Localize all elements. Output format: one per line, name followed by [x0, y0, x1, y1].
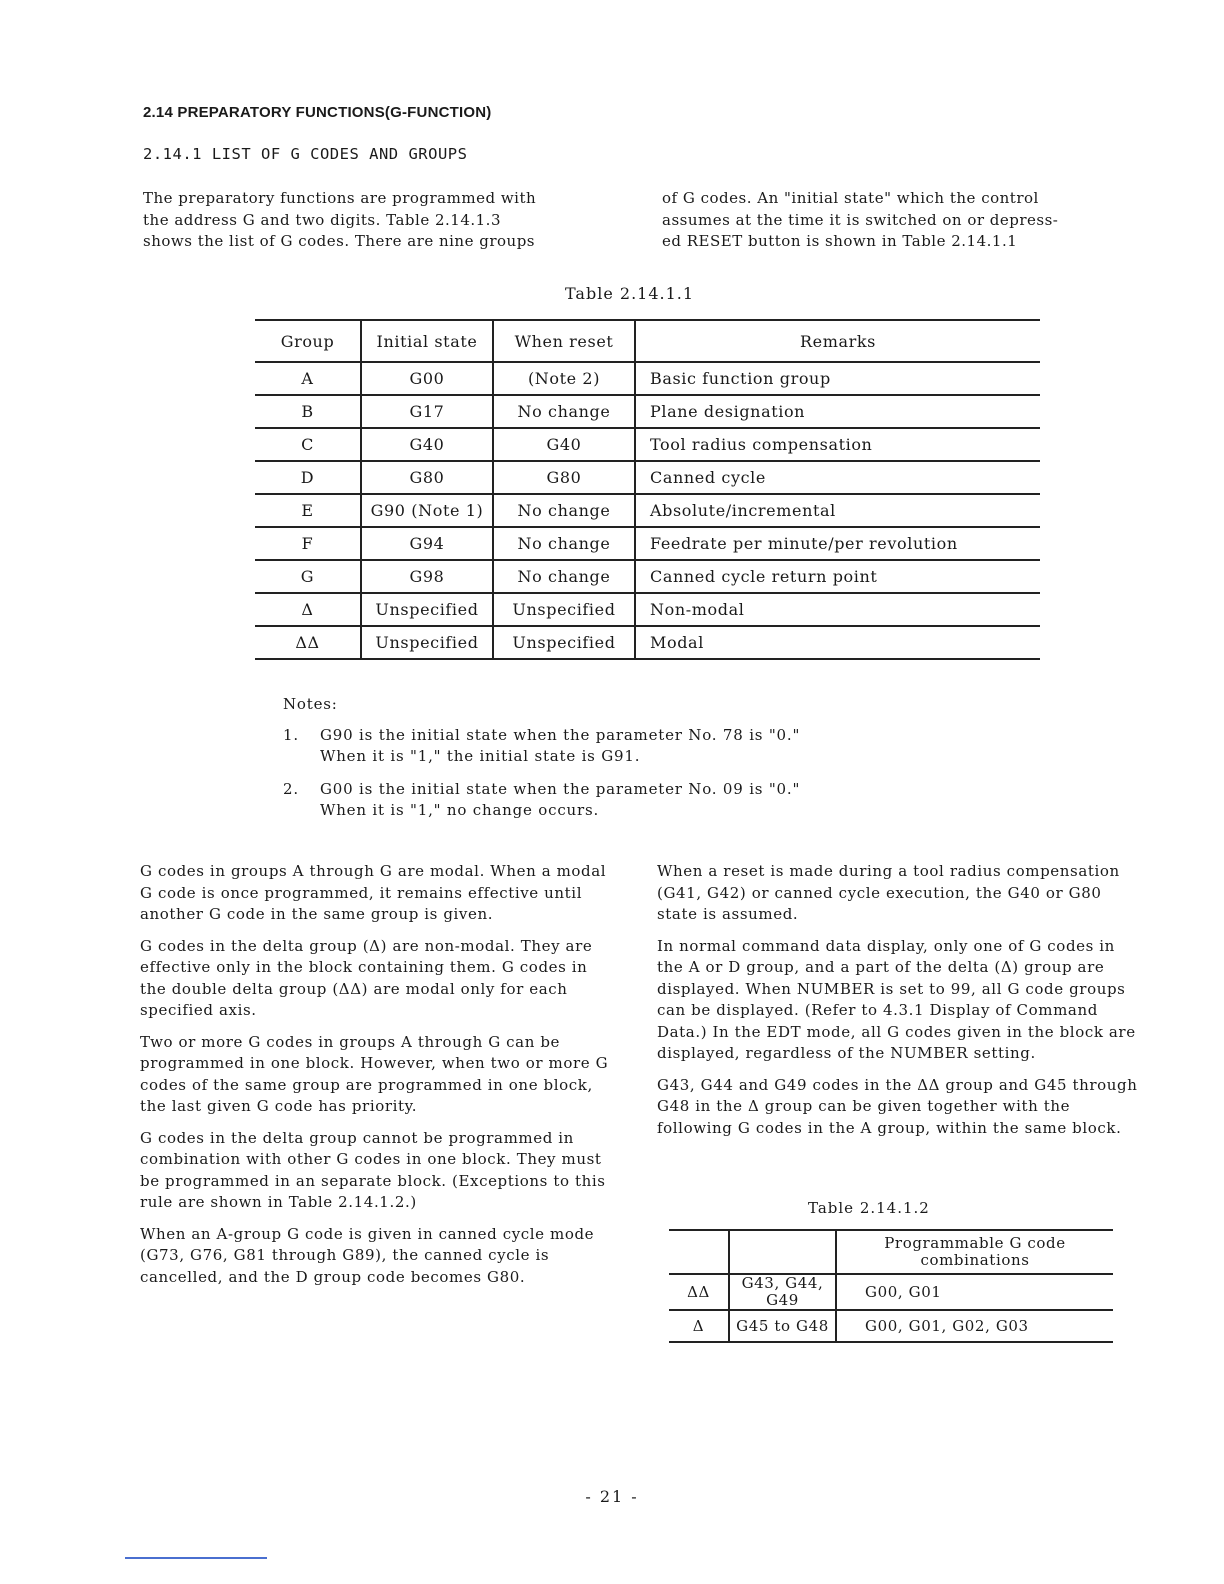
note-line: When it is "1," the initial state is G91.: [320, 747, 641, 765]
g-code-combinations-table: [669, 1229, 1113, 1343]
table-row: [669, 1274, 1113, 1310]
header-remarks: Remarks: [635, 320, 1040, 362]
page-number: - 21 -: [585, 1487, 639, 1506]
table-row: [255, 527, 1040, 560]
cell-initial: G90 (Note 1): [361, 494, 493, 527]
cell-reset: No change: [493, 395, 635, 428]
cell-reset: No change: [493, 527, 635, 560]
intro-right-line: of G codes. An "initial state" which the control: [662, 189, 1039, 207]
cell-reset: No change: [493, 494, 635, 527]
table-row: [255, 626, 1040, 659]
paragraph: G codes in groups A through G are modal. When a modal G code is once programmed, it remains effective until another G code in the same group is given.: [140, 862, 607, 923]
table2-caption: Table 2.14.1.2: [808, 1199, 930, 1217]
note-number: 2.: [283, 780, 299, 798]
header-initial-state: Initial state: [361, 320, 493, 362]
cell-remarks: Tool radius compensation: [635, 428, 1040, 461]
cell-combos: G00, G01: [836, 1274, 1113, 1310]
cell-reset: Unspecified: [493, 626, 635, 659]
header-group: Group: [255, 320, 361, 362]
cell-group: ΔΔ: [669, 1274, 729, 1310]
cell-group: E: [255, 494, 361, 527]
table-header-row: [669, 1230, 1113, 1274]
cell-group: ΔΔ: [255, 626, 361, 659]
paragraph: G codes in the delta group (Δ) are non-modal. They are effective only in the block containing them. G codes in the double delta group (ΔΔ) are modal only for each specified axis.: [140, 936, 593, 1019]
paragraph: In normal command data display, only one of G codes in the A or D group, and a part of the delta (Δ) group are displayed. When NUMBER is set to 99, all G code groups can be displayed. (Refer to 4.3.1 Display of Command Data.) In the EDT mode, all G codes given in the block are displayed, regardless of the NUMBER setting.: [657, 936, 1136, 1062]
cell-reset: G80: [493, 461, 635, 494]
cell-reset: G40: [493, 428, 635, 461]
notes-title: Notes:: [283, 695, 338, 713]
intro-right-line: ed RESET button is shown in Table 2.14.1.1: [662, 232, 1018, 250]
cell-codes: G43, G44, G49: [729, 1274, 836, 1310]
footer-rule: [125, 1557, 267, 1559]
intro-right: [662, 188, 1142, 253]
cell-initial: G17: [361, 395, 493, 428]
intro-right-line: assumes at the time it is switched on or depress-: [662, 210, 1059, 229]
cell-combos: G00, G01, G02, G03: [836, 1310, 1113, 1342]
paragraph: When an A-group G code is given in canned cycle mode (G73, G76, G81 through G89), the canned cycle is cancelled, and the D group code becomes G80.: [140, 1224, 595, 1286]
intro-left: [143, 188, 623, 253]
cell-group: G: [255, 560, 361, 593]
cell-initial: G94: [361, 527, 493, 560]
note-line: G90 is the initial state when the parameter No. 78 is "0.": [320, 726, 801, 744]
cell-codes: G45 to G48: [729, 1310, 836, 1342]
cell-group: Δ: [255, 593, 361, 626]
table-header-row: [255, 320, 1040, 362]
cell-remarks: Canned cycle return point: [635, 560, 1040, 593]
cell-initial: G80: [361, 461, 493, 494]
cell-group: Δ: [669, 1310, 729, 1342]
cell-remarks: Absolute/incremental: [635, 494, 1040, 527]
cell-initial: G40: [361, 428, 493, 461]
g-code-groups-table: [255, 319, 1040, 660]
header-empty: [669, 1230, 729, 1274]
note-line: When it is "1," no change occurs.: [320, 801, 600, 819]
cell-initial: Unspecified: [361, 626, 493, 659]
table-row: [255, 593, 1040, 626]
paragraph: Two or more G codes in groups A through G can be programmed in one block. However, when two or more G codes of the same group are programmed in one block, the last given G code has priority.: [140, 1032, 609, 1115]
table-row: [255, 560, 1040, 593]
header-combinations: Programmable G code combinations: [836, 1230, 1113, 1274]
cell-remarks: Canned cycle: [635, 461, 1040, 494]
intro-left-line: the address G and two digits. Table 2.14.1.3: [143, 210, 501, 229]
note-number: 1.: [283, 726, 299, 744]
cell-initial: Unspecified: [361, 593, 493, 626]
header-when-reset: When reset: [493, 320, 635, 362]
cell-group: B: [255, 395, 361, 428]
cell-reset: (Note 2): [493, 362, 635, 395]
cell-group: A: [255, 362, 361, 395]
cell-initial: G98: [361, 560, 493, 593]
paragraph: G43, G44 and G49 codes in the ΔΔ group and G45 through G48 in the Δ group can be given together with the following G codes in the A group, within the same block.: [657, 1075, 1138, 1137]
paragraph: When a reset is made during a tool radius compensation (G41, G42) or canned cycle execution, the G40 or G80 state is assumed.: [657, 862, 1120, 923]
paragraph: G codes in the delta group cannot be programmed in combination with other G codes in one block. They must be programmed in an separate block. (Exceptions to this rule are shown in Table 2.14.1.2.): [140, 1128, 606, 1211]
note-item: [283, 725, 983, 767]
section-title: 2.14 PREPARATORY FUNCTIONS(G-FUNCTION): [143, 104, 492, 121]
cell-reset: Unspecified: [493, 593, 635, 626]
cell-group: D: [255, 461, 361, 494]
cell-initial: G00: [361, 362, 493, 395]
subsection-title: 2.14.1 LIST OF G CODES AND GROUPS: [143, 145, 468, 163]
notes: [283, 694, 983, 821]
cell-remarks: Modal: [635, 626, 1040, 659]
body-right-column: [657, 861, 1139, 1149]
cell-group: C: [255, 428, 361, 461]
table-row: [255, 461, 1040, 494]
cell-group: F: [255, 527, 361, 560]
table-row: [669, 1310, 1113, 1342]
cell-remarks: Basic function group: [635, 362, 1040, 395]
cell-remarks: Non-modal: [635, 593, 1040, 626]
intro-left-line: The preparatory functions are programmed with: [143, 189, 537, 207]
table-row: [255, 395, 1040, 428]
table-row: [255, 494, 1040, 527]
body-left-column: [140, 861, 615, 1298]
table1-caption: Table 2.14.1.1: [565, 284, 695, 303]
cell-remarks: Feedrate per minute/per revolution: [635, 527, 1040, 560]
table-row: [255, 362, 1040, 395]
note-item: [283, 779, 983, 821]
note-line: G00 is the initial state when the parameter No. 09 is "0.": [320, 780, 801, 798]
cell-reset: No change: [493, 560, 635, 593]
table-row: [255, 428, 1040, 461]
header-empty: [729, 1230, 836, 1274]
intro-left-line: shows the list of G codes. There are nine groups: [143, 232, 536, 250]
cell-remarks: Plane designation: [635, 395, 1040, 428]
